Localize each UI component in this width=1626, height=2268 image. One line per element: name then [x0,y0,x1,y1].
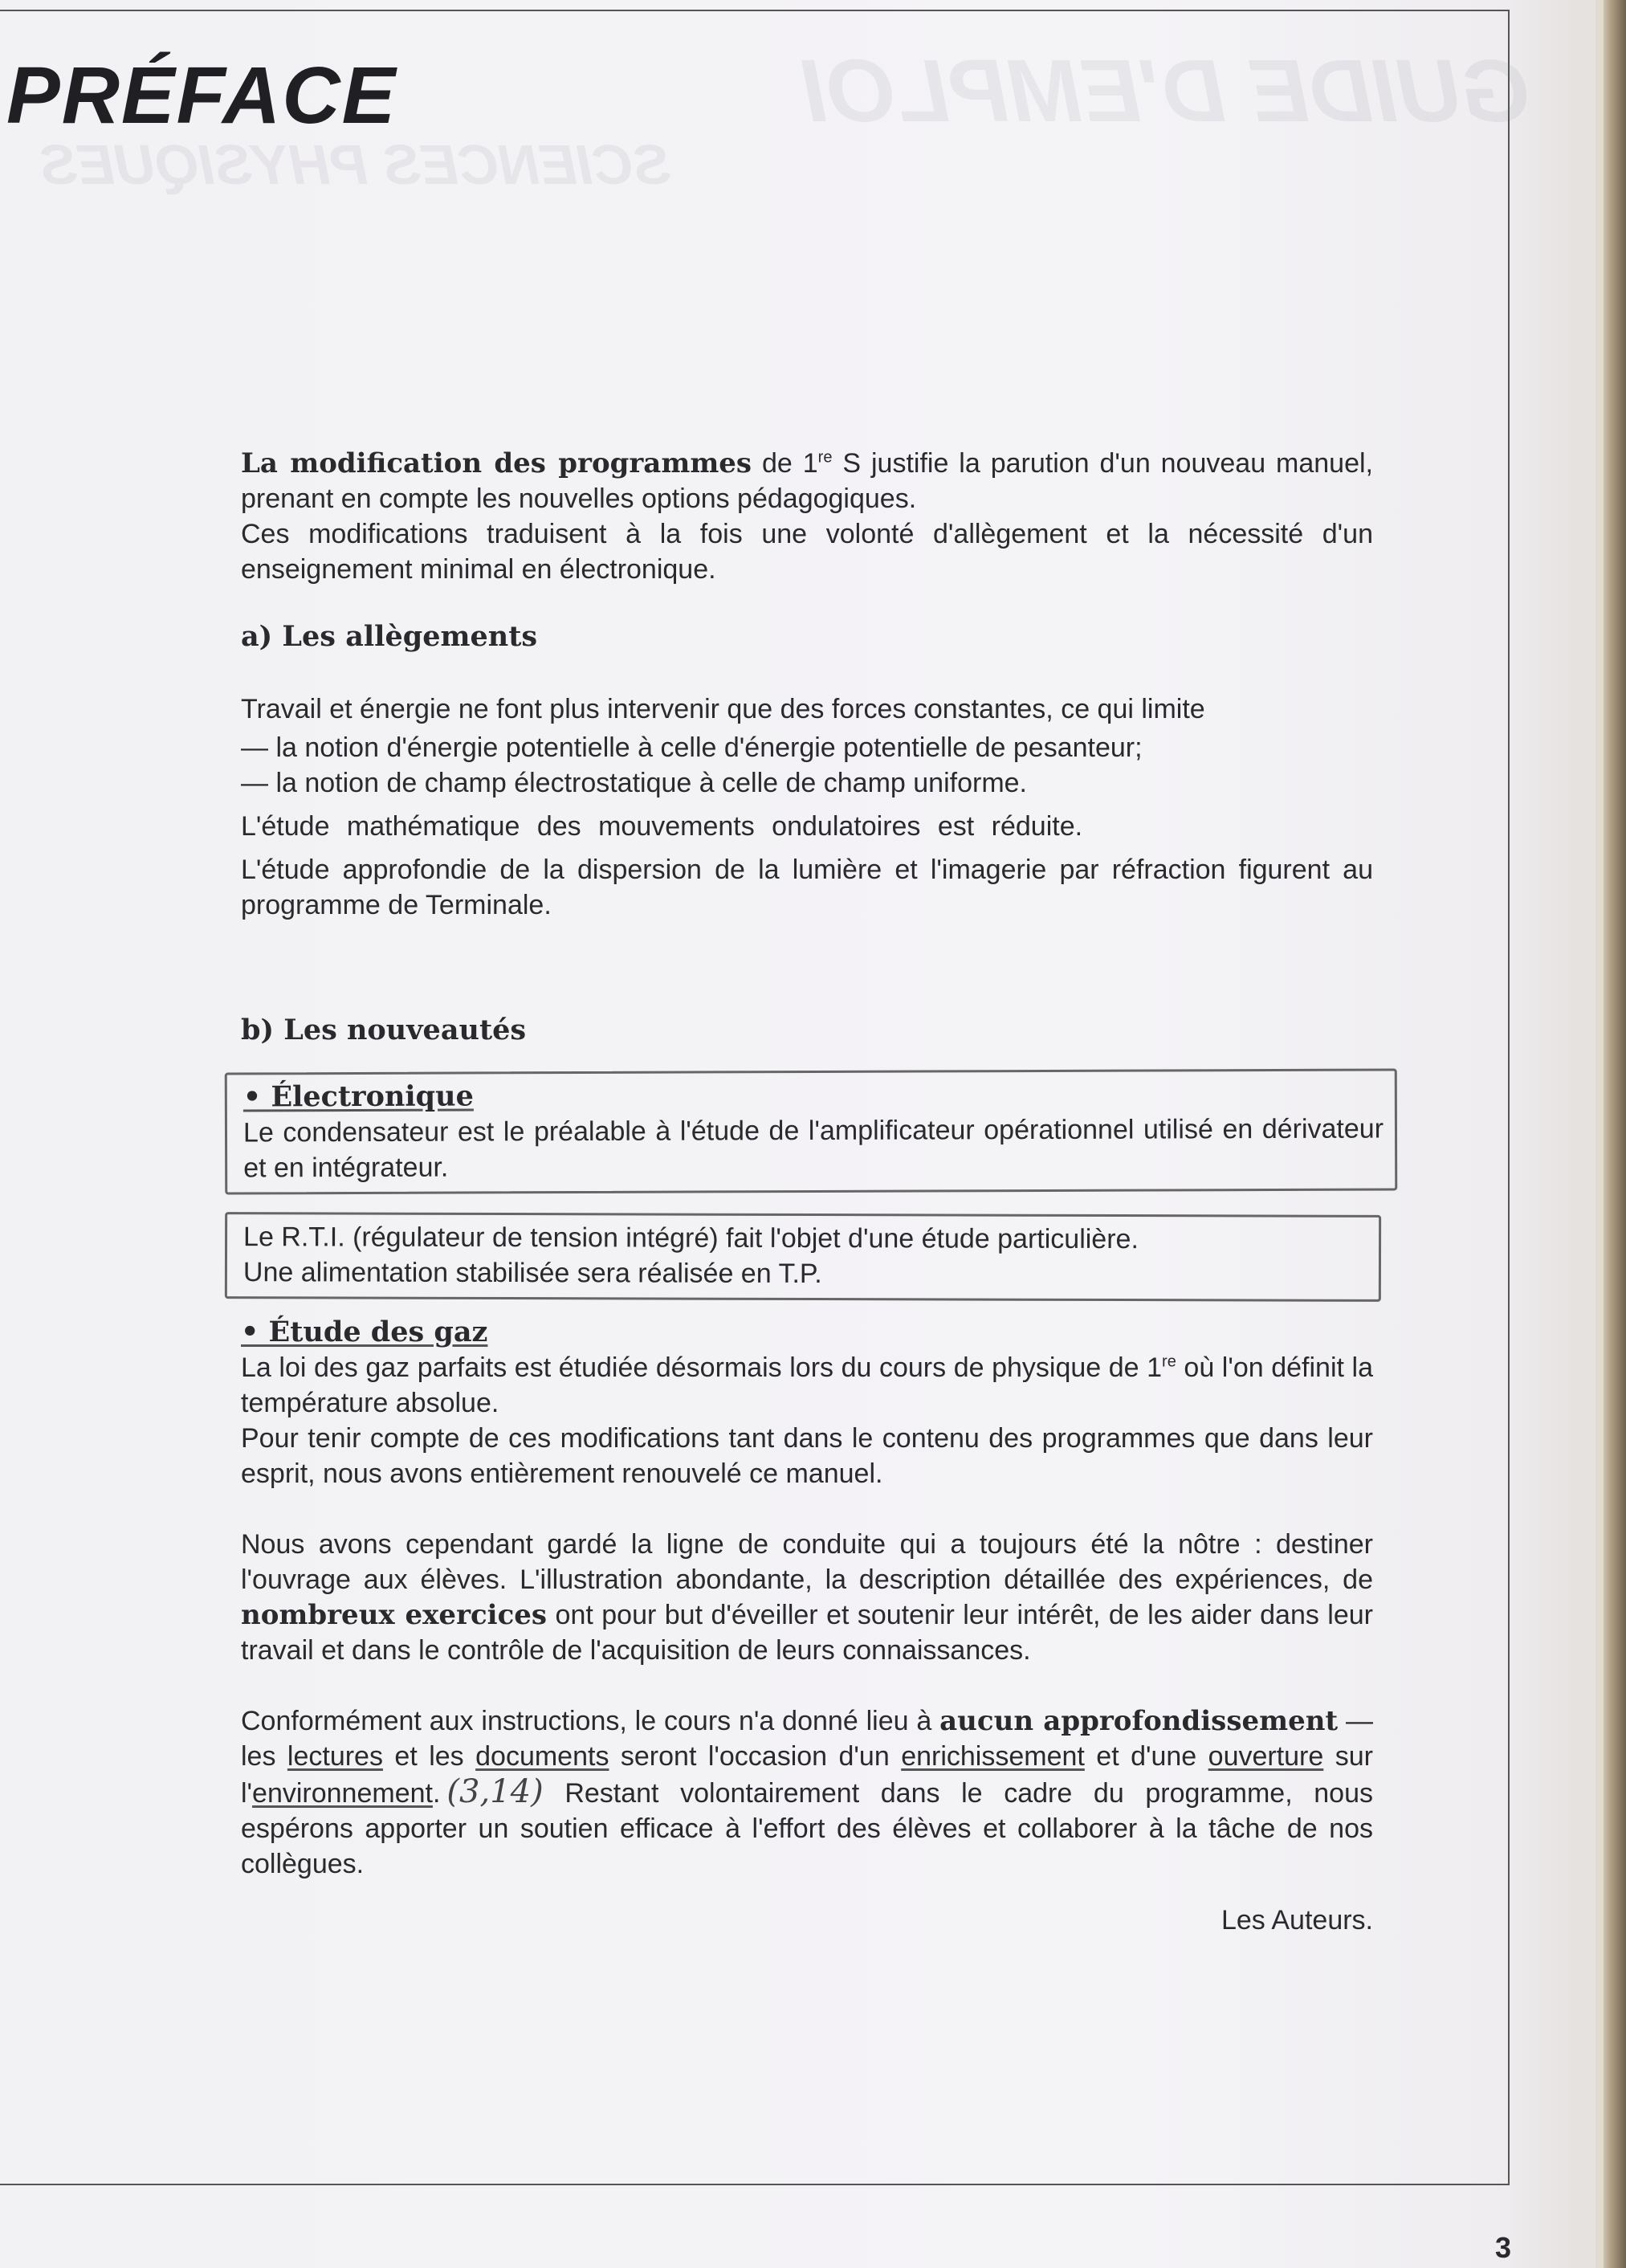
rti-text: Le R.T.I. (régulateur de tension intégré) fait l'objet d'une étude particulière. [243,1222,1139,1255]
electronique-text: Le condensateur est le préalable à l'étude de l'amplificateur opérationnel utilisé en dérivateur et en intégrateur. [242,1113,1384,1184]
intro-lead: La modification des programmes [241,447,752,479]
page-title: PRÉFACE [6,51,397,141]
section-a-line: Travail et énergie ne font plus intervenir que des forces constantes, ce qui limite [241,694,1205,724]
gaz-text: Pour tenir compte de ces modifications tant dans le contenu des programmes que dans leur esprit, nous avons entièrement renouvelé ce manuel. [241,1423,1373,1489]
bleed-through-text: GUIDE D'EMPLOI [803,42,1531,141]
section-a-line: L'étude mathématique des mouvements ondulatoires est réduite. [241,811,1083,842]
book-spine-edge [1595,0,1604,2268]
intro-paragraph: La modification des programmes de 1re S justifie la parution d'un nouveau manuel, prenant en compte les nouvelles options pédagogiques. [241,447,1373,514]
handwritten-note: (3,14) [446,1773,544,1810]
preface-body [241,446,1384,1938]
gaz-title: • Étude des gaz [241,1316,488,1348]
bleed-through-text: SCIENCES PHYSIQUES [40,133,671,196]
electronique-title: • Électronique [242,1079,474,1114]
section-a-line: — la notion de champ électrostatique à celle de champ uniforme. [241,768,1027,798]
rti-text: Une alimentation stabilisée sera réalisée en T.P. [242,1257,822,1290]
book-spine [1604,0,1626,2268]
signature: Les Auteurs. [1221,1905,1373,1936]
conduite-paragraph: Nous avons cependant gardé la ligne de conduite qui a toujours été la nôtre : destiner l'ouvrage aux élèves. L'illustration abondante, la description détaillée des expériences, de nombreux exercices ont pour but d'éveiller et soutenir leur intérêt, de les aider dans leur travail et dans le contrôle de l'acquisition de leurs connaissances. [241,1529,1374,1666]
electronique-box [225,1068,1398,1194]
gaz-text: La loi des gaz parfaits est étudiée désormais lors du cours de physique de 1re où l'on définit la température absolue. [241,1352,1373,1418]
section-a-heading: a) Les allègements [241,620,538,653]
page-number: 3 [1495,2231,1512,2264]
section-a-line: L'étude approfondie de la dispersion de la lumière et l'imagerie par réfraction figurent au programme de Terminale. [241,855,1373,920]
section-a-line: — la notion d'énergie potentielle à celle d'énergie potentielle de pesanteur; [241,732,1143,763]
section-b-heading: b) Les nouveautés [241,1014,527,1046]
instructions-paragraph: Conformément aux instructions, le cours n'a donné lieu à aucun approfondissement — les lectures et les documents seront l'occasion d'un enrichissement et d'une ouverture sur l'environnement. (3,14) Restant volontairement dans le cadre du programme, nous espérons apporter un soutien efficace à l'effort des élèves et collaborer à la tâche de nos collègues. [241,1705,1374,1879]
intro-paragraph-2: Ces modifications traduisent à la fois une volonté d'allègement et la nécessité d'un enseignement minimal en électronique. [241,519,1373,585]
rti-box [225,1212,1381,1302]
